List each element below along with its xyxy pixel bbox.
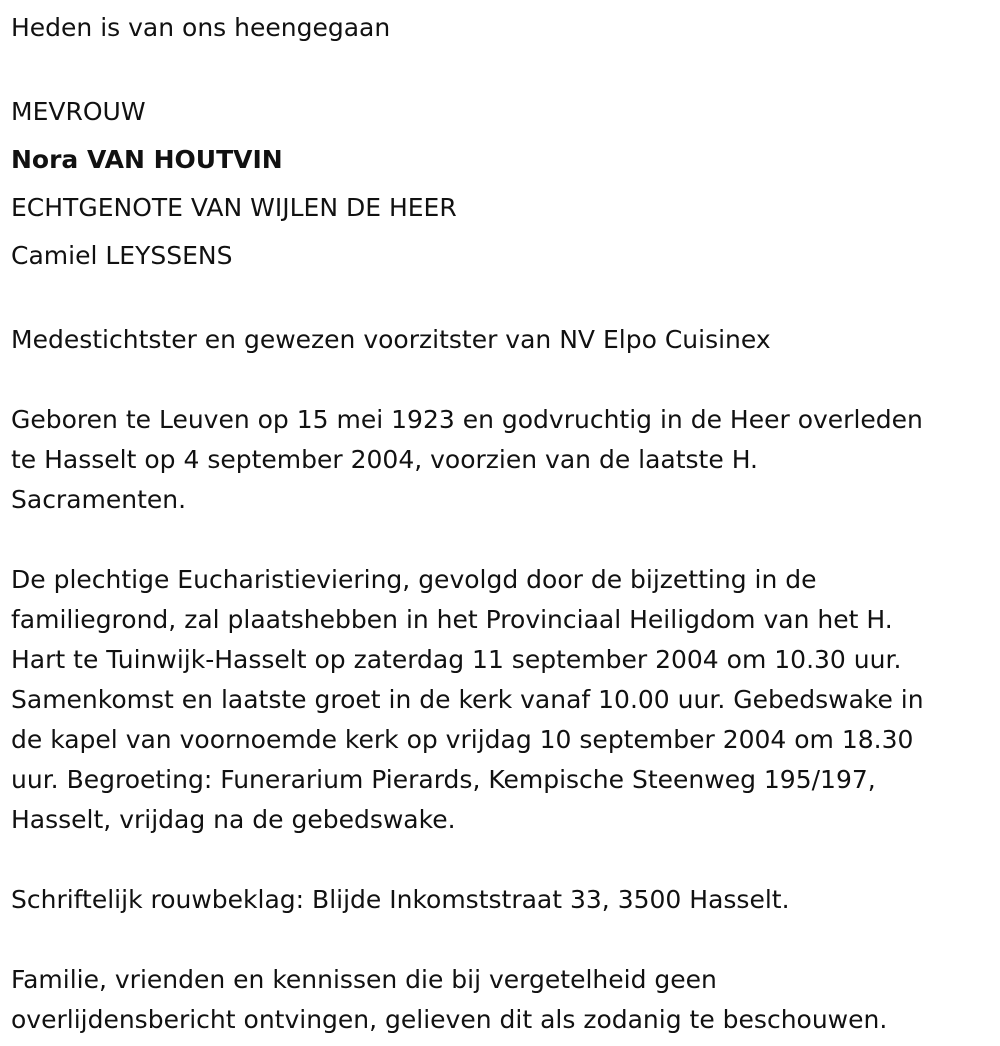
deceased-name: Nora VAN HOUTVIN — [11, 145, 283, 174]
spacer — [11, 920, 991, 960]
spacer — [11, 280, 991, 320]
spouse-name: Camiel LEYSSENS — [11, 241, 233, 270]
title-prefix: MEVROUW — [11, 97, 146, 126]
paragraph-line: Sacramenten. — [11, 485, 187, 514]
paragraph-line: de kapel van voornoemde kerk op vrijdag 10 september 2004 om 18.30 — [11, 725, 914, 754]
paragraph-line: Hasselt, vrijdag na de gebedswake. — [11, 805, 456, 834]
role-text: Medestichtster en gewezen voorzitster van NV Elpo Cuisinex — [11, 325, 771, 354]
spacer — [11, 840, 991, 880]
paragraph-line: Familie, vrienden en kennissen die bij vergetelheid geen — [11, 965, 717, 994]
closing-paragraph — [11, 960, 991, 1040]
condolence-address: Schriftelijk rouwbeklag: Blijde Inkomststraat 33, 3500 Hasselt. — [11, 885, 790, 914]
ceremony-paragraph — [11, 560, 991, 840]
paragraph-line: De plechtige Eucharistieviering, gevolgd door de bijzetting in de — [11, 565, 817, 594]
paragraph-line: familiegrond, zal plaatshebben in het Provinciaal Heiligdom van het H. — [11, 605, 893, 634]
paragraph-line: uur. Begroeting: Funerarium Pierards, Kempische Steenweg 195/197, — [11, 765, 876, 794]
paragraph-line: Geboren te Leuven op 15 mei 1923 en godvruchtig in de Heer overleden — [11, 405, 923, 434]
spacer — [11, 360, 991, 400]
paragraph-line: te Hasselt op 4 september 2004, voorzien van de laatste H. — [11, 445, 758, 474]
spacer — [11, 520, 991, 560]
paragraph-line: Hart te Tuinwijk-Hasselt op zaterdag 11 september 2004 om 10.30 uur. — [11, 645, 902, 674]
intro-text: Heden is van ons heengegaan — [11, 13, 391, 42]
paragraph-line: Samenkomst en laatste groet in de kerk vanaf 10.00 uur. Gebedswake in — [11, 685, 924, 714]
spacer — [11, 48, 991, 88]
birth-death-paragraph — [11, 400, 991, 520]
spouse-relation: ECHTGENOTE VAN WIJLEN DE HEER — [11, 193, 457, 222]
paragraph-line: overlijdensbericht ontvingen, gelieven dit als zodanig te beschouwen. — [11, 1005, 888, 1034]
